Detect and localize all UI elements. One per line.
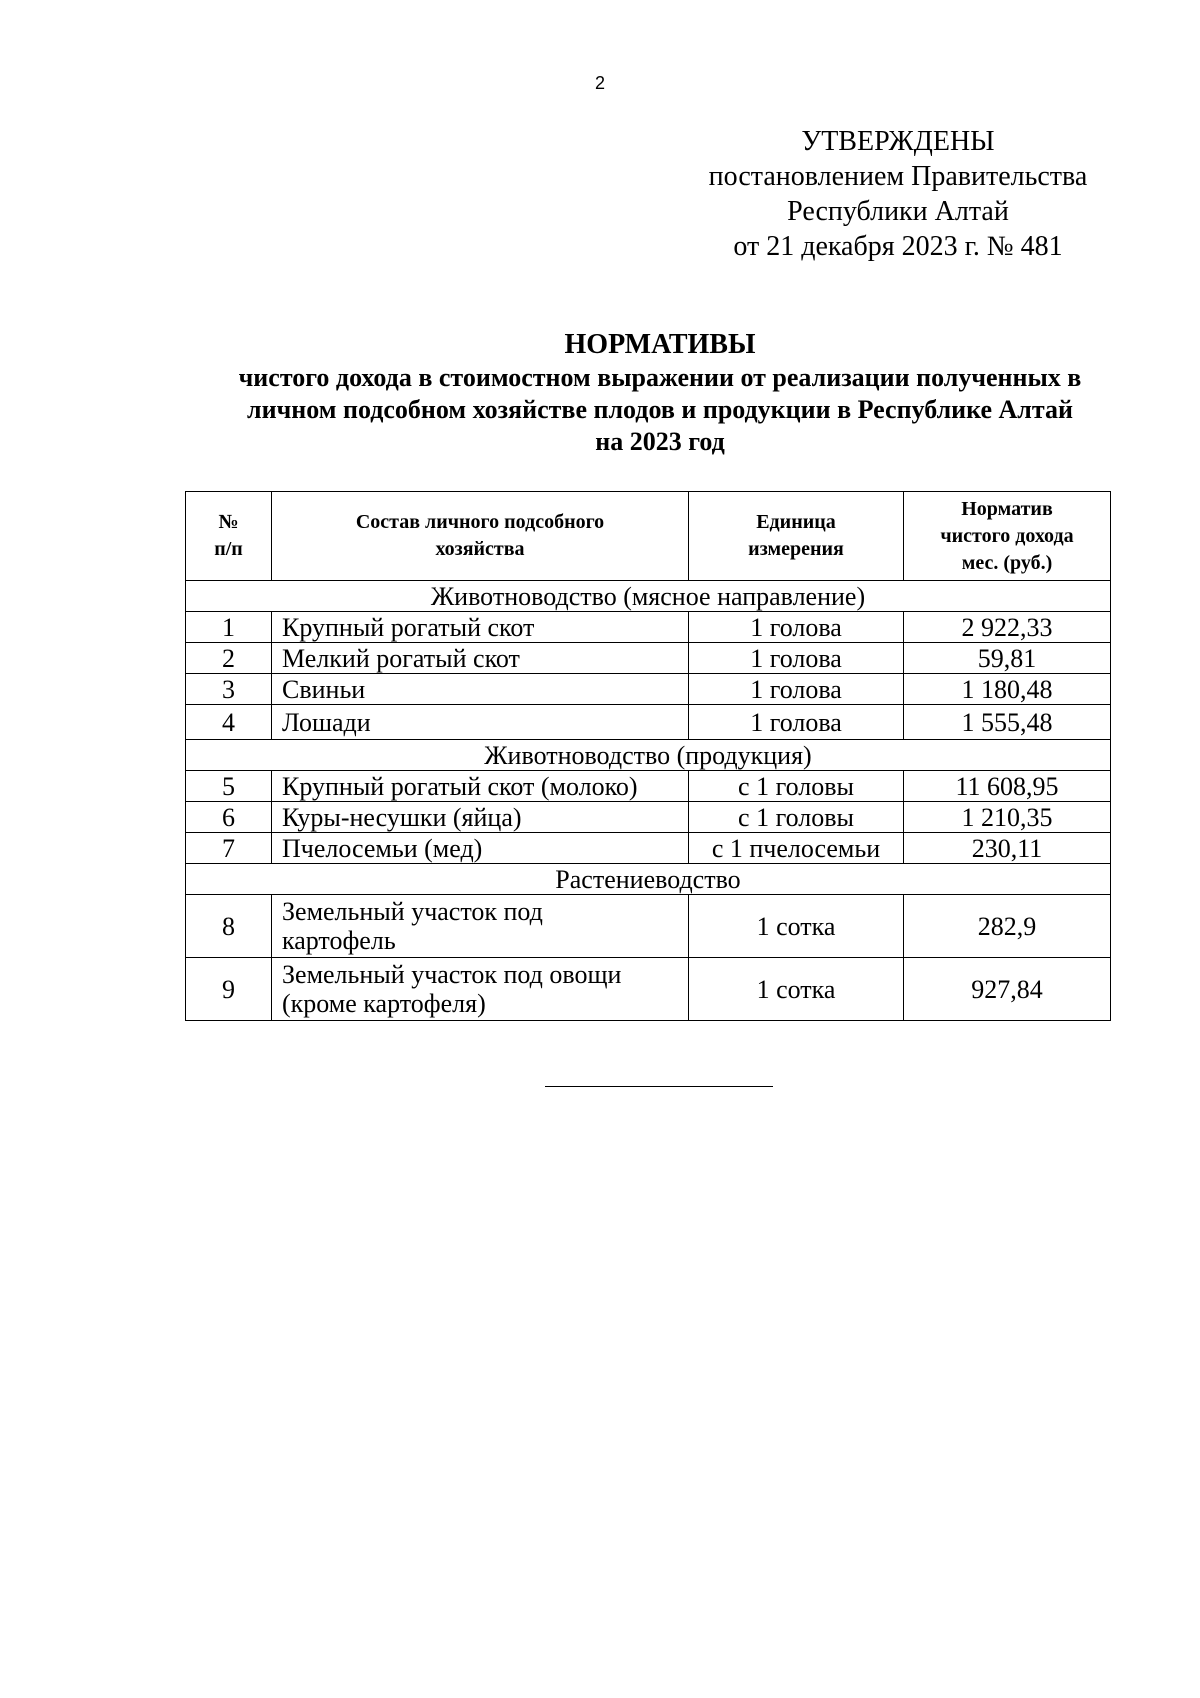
row-number: 6: [186, 802, 272, 833]
document-subtitle: [150, 362, 1170, 458]
row-name: [272, 958, 689, 1021]
row-value: 59,81: [904, 643, 1111, 674]
row-number: 1: [186, 612, 272, 643]
section-row: [186, 740, 1111, 771]
row-value: 1 180,48: [904, 674, 1111, 705]
header-norm-line: чистого дохода: [940, 524, 1074, 547]
table-row: [186, 674, 1111, 705]
header-norm-value: [904, 492, 1111, 581]
row-value: 1 555,48: [904, 705, 1111, 740]
row-number: 8: [186, 895, 272, 958]
row-name: Пчелосемьи (мед): [272, 833, 689, 864]
row-value: 2 922,33: [904, 612, 1111, 643]
row-name: Свиньи: [272, 674, 689, 705]
approval-region: Республики Алтай: [787, 196, 1009, 227]
row-name: Мелкий рогатый скот: [272, 643, 689, 674]
row-unit: 1 сотка: [689, 895, 904, 958]
row-unit: с 1 головы: [689, 802, 904, 833]
row-name: Куры-несушки (яйца): [272, 802, 689, 833]
subtitle-line: чистого дохода в стоимостном выражении от реализации полученных в: [238, 363, 1082, 392]
row-unit: с 1 пчелосемьи: [689, 833, 904, 864]
header-unit-line: Единица: [756, 511, 836, 533]
table-row: [186, 643, 1111, 674]
row-number: 4: [186, 705, 272, 740]
header-norm-line: Норматив: [961, 497, 1053, 520]
section-title: Животноводство (мясное направление): [186, 581, 1111, 612]
section-row: [186, 864, 1111, 895]
end-divider: [545, 1086, 773, 1087]
table-header-row: [186, 492, 1111, 581]
row-name: Крупный рогатый скот (молоко): [272, 771, 689, 802]
header-unit: [689, 492, 904, 581]
row-name: Крупный рогатый скот: [272, 612, 689, 643]
row-name-line: Земельный участок под овощи: [282, 960, 622, 989]
header-composition: [272, 492, 689, 581]
table-row: [186, 771, 1111, 802]
document-heading: [150, 328, 1170, 458]
row-number: 5: [186, 771, 272, 802]
row-name-line: картофель: [282, 926, 396, 955]
header-number: [186, 492, 272, 581]
row-name-line: Земельный участок под: [282, 897, 543, 926]
row-value: 230,11: [904, 833, 1111, 864]
page-number: 2: [594, 73, 605, 93]
section-title: Растениеводство: [186, 864, 1111, 895]
row-unit: 1 голова: [689, 705, 904, 740]
header-number-line: п/п: [214, 538, 243, 560]
row-unit: 1 сотка: [689, 958, 904, 1021]
table-row: [186, 705, 1111, 740]
table-row: [186, 958, 1111, 1021]
header-composition-line: хозяйства: [435, 538, 525, 560]
row-number: 7: [186, 833, 272, 864]
approval-title: УТВЕРЖДЕНЫ: [801, 126, 995, 157]
row-value: 11 608,95: [904, 771, 1111, 802]
row-name: [272, 895, 689, 958]
header-unit-line: измерения: [748, 538, 844, 560]
row-unit: 1 голова: [689, 612, 904, 643]
table-row: [186, 802, 1111, 833]
row-unit: 1 голова: [689, 674, 904, 705]
approval-issuer: постановлением Правительства: [708, 161, 1088, 192]
subtitle-line: на 2023 год: [595, 427, 725, 456]
row-name-line: (кроме картофеля): [282, 989, 486, 1018]
row-unit: с 1 головы: [689, 771, 904, 802]
section-title: Животноводство (продукция): [186, 740, 1111, 771]
document-title: НОРМАТИВЫ: [564, 329, 756, 360]
header-composition-line: Состав личного подсобного: [355, 511, 605, 533]
row-value: 927,84: [904, 958, 1111, 1021]
row-value: 1 210,35: [904, 802, 1111, 833]
table-row: [186, 833, 1111, 864]
row-number: 3: [186, 674, 272, 705]
row-number: 2: [186, 643, 272, 674]
approval-date-number: от 21 декабря 2023 г. № 481: [733, 231, 1063, 262]
header-number-line: №: [218, 511, 239, 533]
row-number: 9: [186, 958, 272, 1021]
subtitle-line: личном подсобном хозяйстве плодов и продукции в Республике Алтай: [247, 395, 1073, 424]
section-row: [186, 581, 1111, 612]
header-norm-line: мес. (руб.): [961, 551, 1053, 574]
row-value: 282,9: [904, 895, 1111, 958]
table-row: [186, 612, 1111, 643]
norms-table: [185, 491, 1111, 1021]
row-name: Лошади: [272, 705, 689, 740]
approval-block: [668, 124, 1128, 264]
row-unit: 1 голова: [689, 643, 904, 674]
table-row: [186, 895, 1111, 958]
